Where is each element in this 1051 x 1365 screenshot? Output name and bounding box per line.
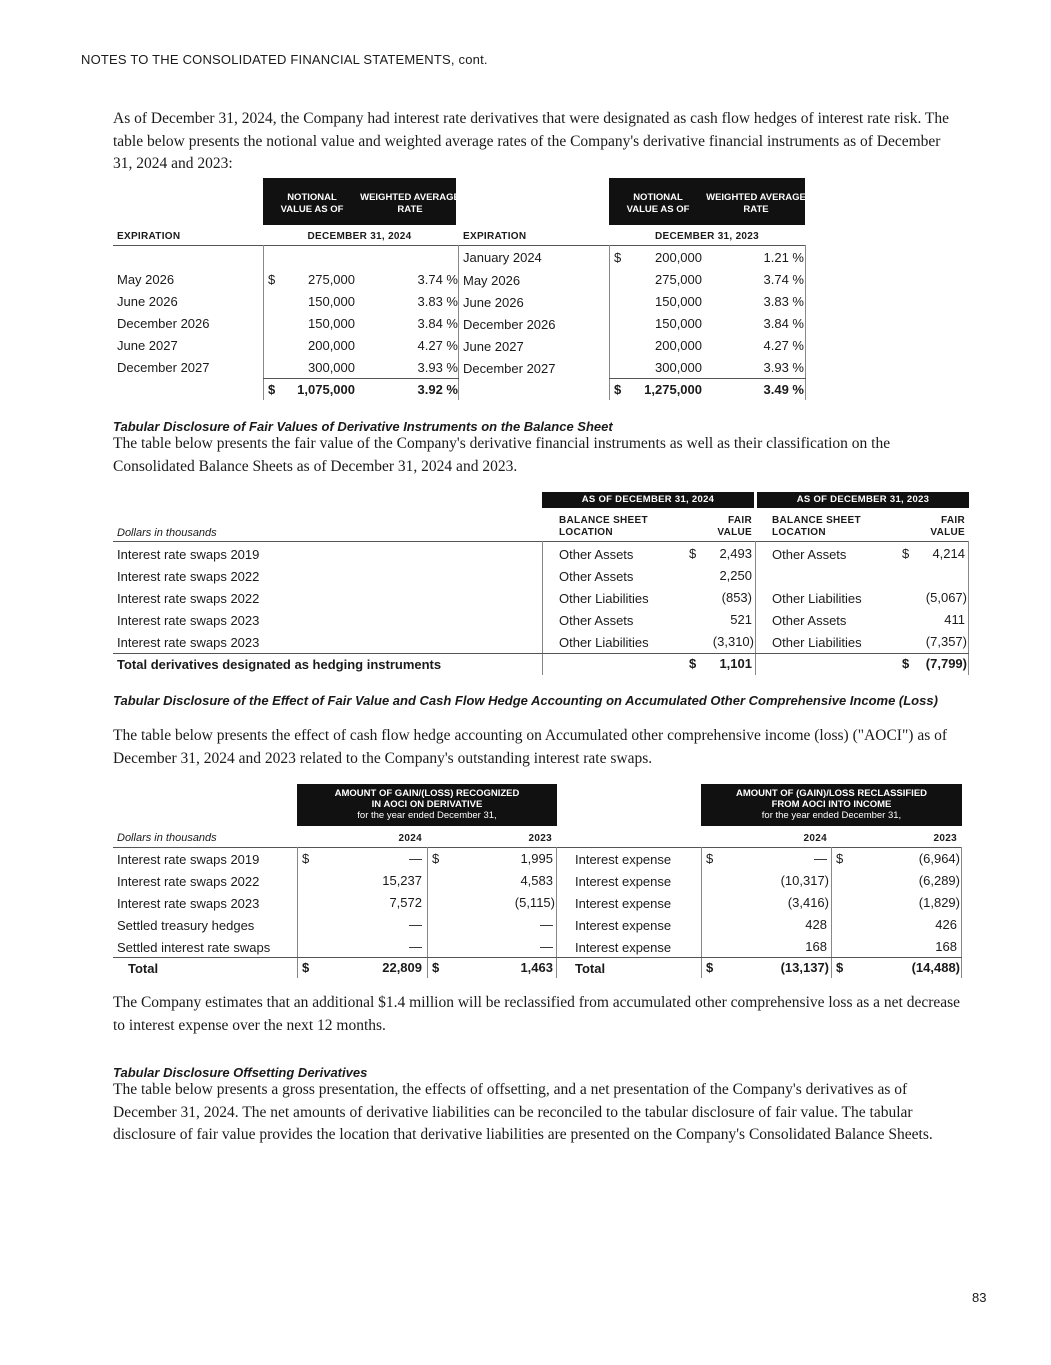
t3-row-gain-2024: 15,237 — [382, 873, 422, 888]
t1-left-val: 300,000 — [308, 360, 355, 375]
t1-date-2023: DECEMBER 31, 2023 — [654, 231, 760, 242]
t1-left-rate: 3.74 % — [417, 272, 458, 287]
t3-row-gain-2024: 7,572 — [389, 895, 422, 910]
t2-units: Dollars in thousands — [117, 527, 217, 539]
t3-row-reclass-2024: 428 — [805, 917, 827, 932]
t1-right-currency: $ — [614, 250, 622, 265]
t3-row-gain-2024: — — [409, 851, 422, 866]
t3-reclass-header-line3: for the year ended December 31, — [761, 810, 902, 821]
t3-row-gain-2023: — — [540, 917, 553, 932]
t3-row-location: Interest expense — [575, 896, 672, 911]
t3-row-currency: $ — [302, 851, 310, 866]
t1-left-val: 150,000 — [308, 316, 355, 331]
t2-row-fv-2024: 2,493 — [719, 546, 752, 561]
t2-as-of-2024: AS OF DECEMBER 31, 2024 — [542, 492, 754, 508]
t3-reclass-2024: 2024 — [803, 833, 827, 844]
t2-location-header-2023: BALANCE SHEET LOCATION — [772, 515, 861, 538]
t3-row-name: Interest rate swaps 2023 — [117, 896, 260, 911]
t3-row-location: Interest expense — [575, 852, 672, 867]
t2-row-loc-2023: Other Assets — [772, 547, 847, 562]
t3-row-currency: $ — [432, 851, 440, 866]
t1-right-rate: 3.74 % — [763, 272, 804, 287]
t1-left-val: 200,000 — [308, 338, 355, 353]
t1-left-exp: June 2026 — [117, 294, 178, 309]
t3-row-name: Settled interest rate swaps — [117, 940, 271, 955]
t3-row-location: Interest expense — [575, 874, 672, 889]
t3-row-name: Settled treasury hedges — [117, 918, 255, 933]
t3-reclass-header-line1: AMOUNT OF (GAIN)/LOSS RECLASSIFIED — [735, 788, 928, 799]
t2-row-currency-2024: $ — [689, 546, 697, 561]
t3-units: Dollars in thousands — [117, 832, 217, 844]
t2-total-label: Total derivatives designated as hedging instruments — [117, 657, 442, 672]
t1-left-exp: December 2026 — [117, 316, 210, 331]
t2-row-name: Interest rate swaps 2023 — [117, 613, 260, 628]
t2-fv-header-2024: FAIR VALUE — [717, 515, 752, 538]
t3-row-gain-2023: (5,115) — [514, 895, 555, 910]
t3-row-reclass-2024: 168 — [805, 939, 827, 954]
t1-left-rate: 3.83 % — [417, 294, 458, 309]
t1-right-rate: 3.83 % — [763, 294, 804, 309]
t1-rate-header-2023: WEIGHTED AVERAGE RATE — [706, 192, 806, 215]
t2-total-2024: 1,101 — [719, 656, 752, 671]
t3-total-reclass-2024: (13,137) — [780, 960, 829, 975]
t1-left-rate: 4.27 % — [417, 338, 458, 353]
t2-row-name: Interest rate swaps 2022 — [117, 591, 260, 606]
t3-gain-header-line1: AMOUNT OF GAIN/(LOSS) RECOGNIZED — [334, 788, 520, 799]
t1-left-exp: June 2027 — [117, 338, 178, 353]
t2-row-currency-2023: $ — [902, 546, 910, 561]
t3-row-currency: $ — [706, 851, 714, 866]
t3-row-reclass-2023: 168 — [935, 939, 957, 954]
t1-right-exp: June 2026 — [463, 295, 524, 310]
t2-row-name: Interest rate swaps 2019 — [117, 547, 260, 562]
t2-row-fv-2023: (7,357) — [925, 634, 967, 649]
t3-reclass-header-line2: FROM AOCI INTO INCOME — [771, 799, 892, 810]
t3-row-gain-2024: — — [409, 939, 422, 954]
page-number: 83 — [972, 1290, 987, 1305]
t3-total-currency: $ — [836, 960, 844, 975]
intro-paragraph: As of December 31, 2024, the Company had interest rate derivatives that were designated as cash flow hedges of interest rate risk. The table below presents the notional value and weighted average rates of the Company's derivative financial instruments as of December 31, 2024 and 2023: — [113, 110, 950, 172]
t1-notional-header-2023: NOTIONAL VALUE AS OF — [626, 192, 690, 215]
t2-row-loc-2023: Other Liabilities — [772, 635, 862, 650]
t1-right-total-currency: $ — [614, 382, 622, 397]
t1-date-2024: DECEMBER 31, 2024 — [307, 231, 412, 242]
t2-row-loc-2024: Other Assets — [559, 613, 634, 628]
t2-row-fv-2023: 4,214 — [932, 546, 965, 561]
t1-right-val: 275,000 — [655, 272, 702, 287]
t1-right-val: 200,000 — [655, 338, 702, 353]
t2-total-currency-2023: $ — [902, 656, 910, 671]
t1-right-exp: June 2027 — [463, 339, 524, 354]
t3-row-reclass-2023: (6,964) — [918, 851, 960, 866]
t1-right-total-rate: 3.49 % — [763, 382, 804, 397]
t1-left-rate: 3.84 % — [417, 316, 458, 331]
running-header: NOTES TO THE CONSOLIDATED FINANCIAL STATEMENTS, cont. — [81, 52, 488, 67]
t2-total-2023: (7,799) — [925, 656, 967, 671]
sec3-paragraph: The table below presents the effect of cash flow hedge accounting on Accumulated other comprehensive income (loss) ("AOCI") as of December 31, 2024 and 2023 related to the Company's outstanding interest rate swaps. — [113, 727, 948, 767]
t2-row-name: Interest rate swaps 2023 — [117, 635, 260, 650]
t3-gain-header-line3: for the year ended December 31, — [357, 810, 497, 821]
t1-right-rate: 4.27 % — [763, 338, 804, 353]
t3-row-location: Interest expense — [575, 940, 672, 955]
t2-row-loc-2024: Other Liabilities — [559, 635, 649, 650]
t1-left-rate: 3.93 % — [417, 360, 458, 375]
t3-total-reclass-2023: (14,488) — [911, 960, 960, 975]
t2-total-currency-2024: $ — [689, 656, 697, 671]
sec4-heading: Tabular Disclosure Offsetting Derivatives — [113, 1065, 368, 1080]
t1-left-exp: May 2026 — [117, 272, 175, 287]
t2-row-fv-2023: 411 — [944, 612, 965, 627]
t2-row-fv-2024: (853) — [721, 590, 752, 605]
t1-right-val: 150,000 — [655, 316, 702, 331]
t3-gain-2024: 2024 — [398, 833, 422, 844]
t1-right-total-value: 1,275,000 — [644, 382, 702, 397]
t3-total-location: Total — [575, 961, 606, 976]
t1-right-rate: 1.21 % — [763, 250, 804, 265]
t3-row-reclass-2023: 426 — [935, 917, 957, 932]
t3-row-gain-2023: — — [540, 939, 553, 954]
t1-right-exp: January 2024 — [463, 250, 542, 265]
t2-row-fv-2024: 521 — [730, 612, 752, 627]
t3-row-gain-2024: — — [409, 917, 422, 932]
t1-right-val: 300,000 — [655, 360, 702, 375]
t1-right-val: 200,000 — [655, 250, 702, 265]
sec2-heading: Tabular Disclosure of Fair Values of Derivative Instruments on the Balance Sheet — [113, 419, 613, 434]
t1-expiration-header-right: EXPIRATION — [463, 231, 527, 242]
t3-row-currency: $ — [836, 851, 844, 866]
t1-right-exp: December 2027 — [463, 361, 556, 376]
t1-right-exp: December 2026 — [463, 317, 556, 332]
t2-row-fv-2024: 2,250 — [719, 568, 752, 583]
t3-row-reclass-2024: (10,317) — [780, 873, 829, 888]
t3-reclass-2023: 2023 — [933, 833, 957, 844]
t1-notional-header-2024: NOTIONAL VALUE AS OF — [280, 192, 344, 215]
t3-total-currency: $ — [432, 960, 440, 975]
t1-left-val: 150,000 — [308, 294, 355, 309]
t1-left-total-value: 1,075,000 — [297, 382, 355, 397]
t1-left-val: 275,000 — [308, 272, 355, 287]
t3-row-name: Interest rate swaps 2022 — [117, 874, 260, 889]
t2-row-loc-2023: Other Liabilities — [772, 591, 862, 606]
t1-left-exp: December 2027 — [117, 360, 210, 375]
reclass-paragraph: The Company estimates that an additional $1.4 million will be reclassified from accumulated other comprehensive loss as a net decrease to interest expense over the next 12 months. — [113, 994, 961, 1034]
t1-left-currency: $ — [268, 272, 276, 287]
t2-location-header-2024: BALANCE SHEET LOCATION — [559, 515, 648, 538]
t2-as-of-2023: AS OF DECEMBER 31, 2023 — [757, 492, 969, 508]
t3-total-gain-2024: 22,809 — [382, 960, 422, 975]
t3-total-currency: $ — [302, 960, 310, 975]
t1-right-val: 150,000 — [655, 294, 702, 309]
t1-right-rate: 3.84 % — [763, 316, 804, 331]
t3-row-gain-2023: 1,995 — [520, 851, 553, 866]
t2-row-loc-2024: Other Liabilities — [559, 591, 649, 606]
t1-left-total-rate: 3.92 % — [417, 382, 458, 397]
t3-gain-2023: 2023 — [528, 833, 552, 844]
sec2-paragraph: The table below presents the fair value of the Company's derivative financial instruments as well as their classification on the Consolidated Balance Sheets as of December 31, 2024 and 2023. — [113, 435, 891, 475]
t1-expiration-header-left: EXPIRATION — [117, 231, 181, 242]
t3-row-reclass-2023: (1,829) — [918, 895, 960, 910]
t3-row-name: Interest rate swaps 2019 — [117, 852, 260, 867]
t2-fv-header-2023: FAIR VALUE — [930, 515, 965, 538]
t3-row-gain-2023: 4,583 — [520, 873, 553, 888]
t3-total-currency: $ — [706, 960, 714, 975]
t2-row-loc-2023: Other Assets — [772, 613, 847, 628]
t3-total-gain-2023: 1,463 — [520, 960, 553, 975]
t3-total-label: Total — [128, 961, 159, 976]
t2-row-fv-2024: (3,310) — [712, 634, 754, 649]
t2-row-fv-2023: (5,067) — [925, 590, 967, 605]
t2-row-loc-2024: Other Assets — [559, 569, 634, 584]
t3-row-reclass-2024: — — [814, 851, 827, 866]
sec4-paragraph: The table below presents a gross presentation, the effects of offsetting, and a net presentation of the Company's derivatives as of December 31, 2024. The net amounts of derivative liabilities can be reconciled to the tabular disclosure of fair value. The tabular disclosure of fair value provides the location that derivative liabilities are presented on the Company's Consolidated Balance Sheets. — [113, 1081, 933, 1143]
t3-row-reclass-2024: (3,416) — [787, 895, 829, 910]
t3-gain-header-line2: IN AOCI ON DERIVATIVE — [371, 799, 483, 810]
t1-rate-header-2024: WEIGHTED AVERAGE RATE — [360, 192, 460, 215]
t2-row-loc-2024: Other Assets — [559, 547, 634, 562]
t1-right-exp: May 2026 — [463, 273, 521, 288]
t1-left-total-currency: $ — [268, 382, 276, 397]
t2-row-name: Interest rate swaps 2022 — [117, 569, 260, 584]
t1-right-rate: 3.93 % — [763, 360, 804, 375]
t3-row-reclass-2023: (6,289) — [918, 873, 960, 888]
sec3-heading: Tabular Disclosure of the Effect of Fair Value and Cash Flow Hedge Accounting on Accumulated Other Comprehensive Income (Loss) — [113, 693, 938, 708]
t3-row-location: Interest expense — [575, 918, 672, 933]
